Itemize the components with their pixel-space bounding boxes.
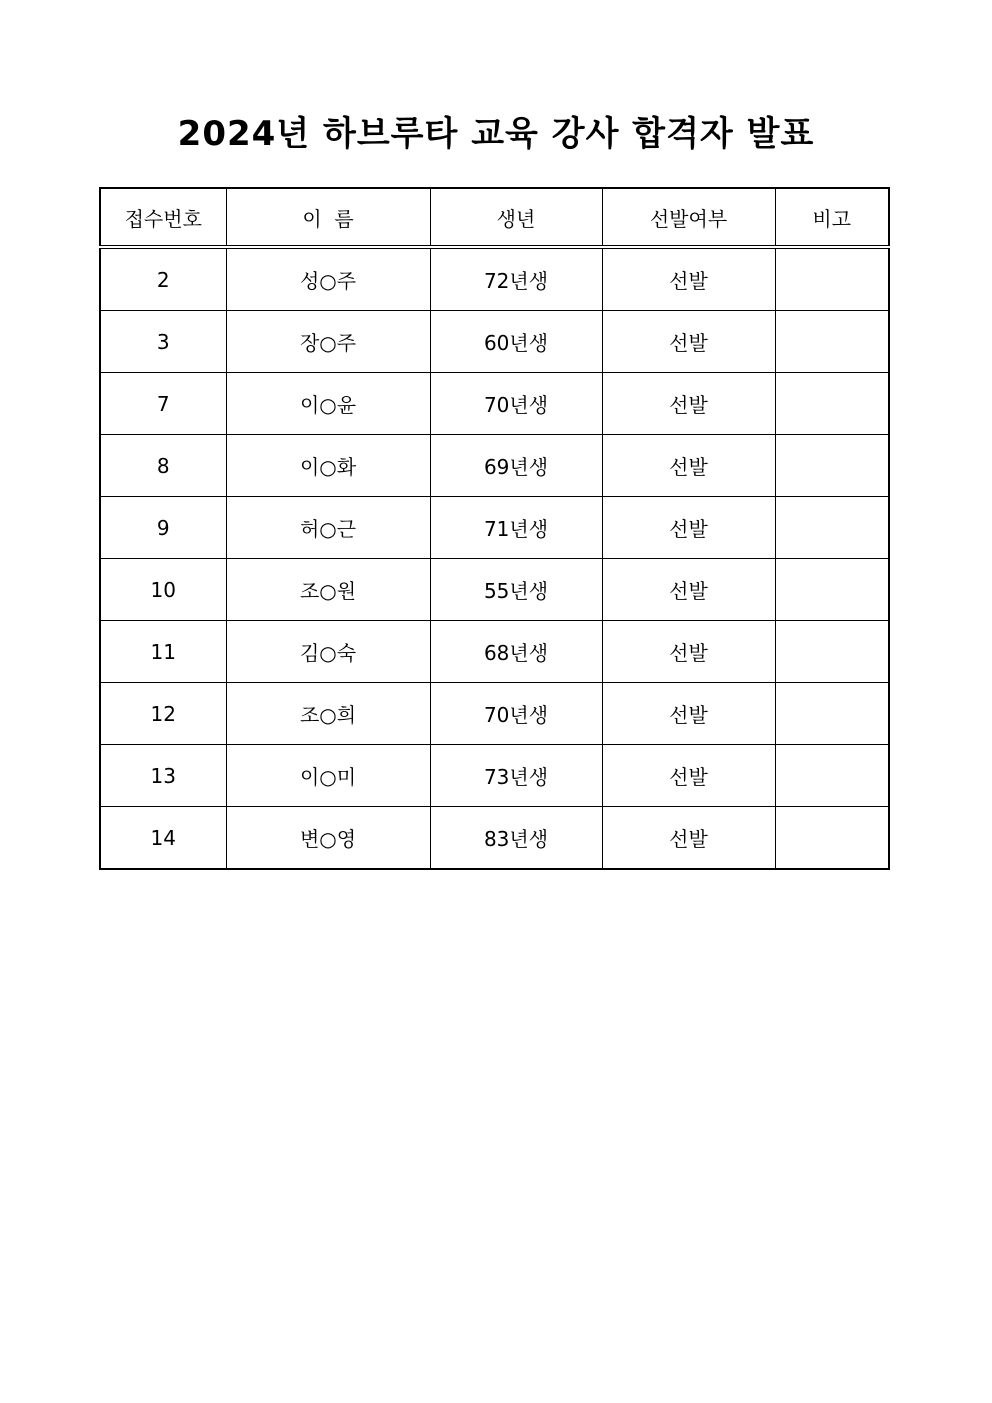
- table-header-row: [100, 188, 889, 247]
- cell-birth-year: 60년생: [430, 311, 602, 373]
- cell-application-number: 3: [100, 311, 226, 373]
- cell-remarks: [775, 559, 889, 621]
- cell-name: 성○주: [226, 247, 430, 311]
- cell-name: 장○주: [226, 311, 430, 373]
- cell-selection-status: 선발: [602, 311, 775, 373]
- cell-name: 조○희: [226, 683, 430, 745]
- cell-selection-status: 선발: [602, 497, 775, 559]
- cell-remarks: [775, 373, 889, 435]
- page-title: 2024년 하브루타 교육 강사 합격자 발표: [177, 114, 815, 154]
- cell-remarks: [775, 435, 889, 497]
- cell-application-number: 12: [100, 683, 226, 745]
- cell-birth-year: 73년생: [430, 745, 602, 807]
- cell-selection-status: 선발: [602, 621, 775, 683]
- results-table: [99, 187, 890, 870]
- cell-selection-status: 선발: [602, 683, 775, 745]
- cell-selection-status: 선발: [602, 745, 775, 807]
- header-remarks: 비고: [775, 188, 889, 247]
- cell-remarks: [775, 745, 889, 807]
- cell-application-number: 11: [100, 621, 226, 683]
- cell-birth-year: 55년생: [430, 559, 602, 621]
- cell-name: 허○근: [226, 497, 430, 559]
- cell-birth-year: 69년생: [430, 435, 602, 497]
- cell-selection-status: 선발: [602, 373, 775, 435]
- cell-application-number: 13: [100, 745, 226, 807]
- cell-birth-year: 70년생: [430, 683, 602, 745]
- cell-name: 조○원: [226, 559, 430, 621]
- cell-remarks: [775, 621, 889, 683]
- cell-remarks: [775, 247, 889, 311]
- table-row: [100, 497, 889, 559]
- cell-remarks: [775, 311, 889, 373]
- table-row: [100, 373, 889, 435]
- table-body: [100, 247, 889, 869]
- cell-name: 이○화: [226, 435, 430, 497]
- cell-birth-year: 70년생: [430, 373, 602, 435]
- table-row: [100, 621, 889, 683]
- cell-birth-year: 68년생: [430, 621, 602, 683]
- cell-name: 김○숙: [226, 621, 430, 683]
- table-row: [100, 247, 889, 311]
- cell-remarks: [775, 807, 889, 870]
- cell-application-number: 10: [100, 559, 226, 621]
- cell-selection-status: 선발: [602, 559, 775, 621]
- cell-birth-year: 72년생: [430, 247, 602, 311]
- cell-selection-status: 선발: [602, 807, 775, 870]
- cell-selection-status: 선발: [602, 435, 775, 497]
- table-row: [100, 745, 889, 807]
- cell-selection-status: 선발: [602, 247, 775, 311]
- header-selection-status: 선발여부: [602, 188, 775, 247]
- cell-application-number: 9: [100, 497, 226, 559]
- cell-remarks: [775, 683, 889, 745]
- cell-name: 이○윤: [226, 373, 430, 435]
- table-row: [100, 559, 889, 621]
- table-row: [100, 807, 889, 870]
- cell-birth-year: 71년생: [430, 497, 602, 559]
- cell-remarks: [775, 497, 889, 559]
- cell-application-number: 8: [100, 435, 226, 497]
- header-application-number: 접수번호: [100, 188, 226, 247]
- cell-birth-year: 83년생: [430, 807, 602, 870]
- cell-name: 이○미: [226, 745, 430, 807]
- header-name: 이 름: [226, 188, 430, 247]
- table-row: [100, 311, 889, 373]
- cell-application-number: 14: [100, 807, 226, 870]
- cell-application-number: 7: [100, 373, 226, 435]
- header-birth-year: 생년: [430, 188, 602, 247]
- table-row: [100, 683, 889, 745]
- table-row: [100, 435, 889, 497]
- cell-name: 변○영: [226, 807, 430, 870]
- cell-application-number: 2: [100, 247, 226, 311]
